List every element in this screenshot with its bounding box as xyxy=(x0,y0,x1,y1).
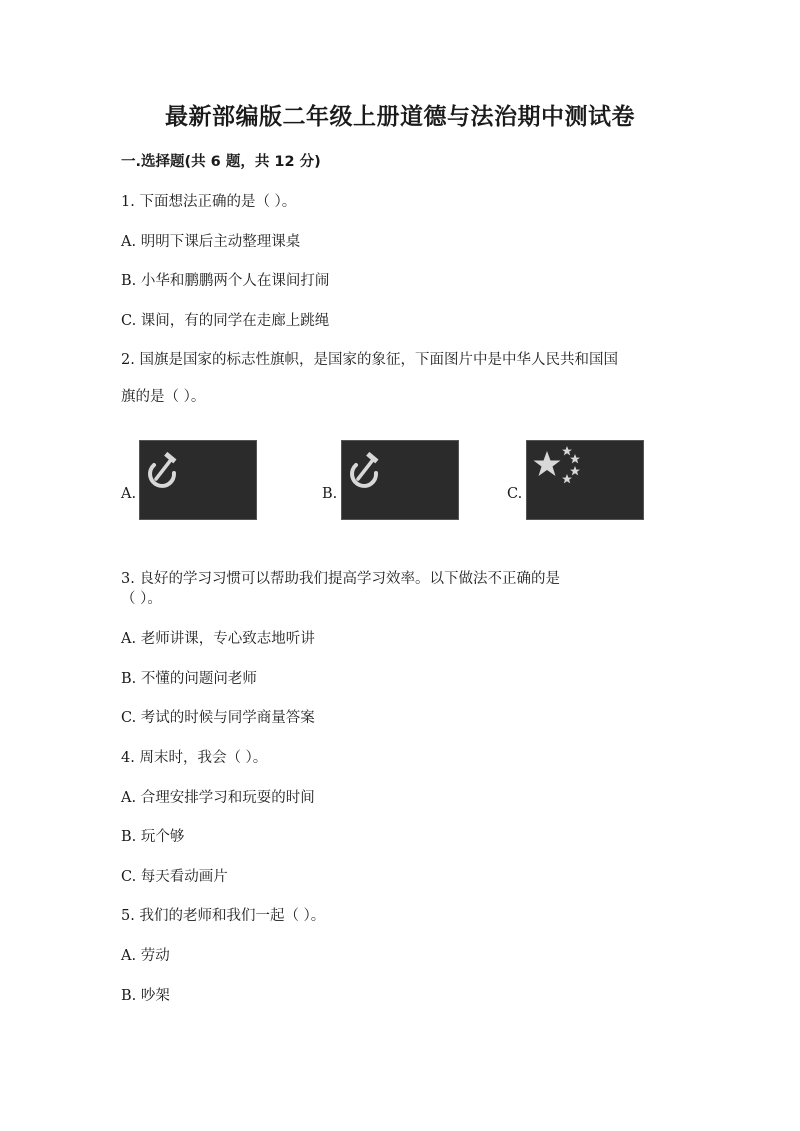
q2-stem-line1: 2. 国旗是国家的标志性旗帜，是国家的象征，下面图片中是中华人民共和国国 xyxy=(121,352,618,368)
q4-option-a: A. 合理安排学习和玩耍的时间 xyxy=(121,790,315,806)
flag-option-b-label: B. xyxy=(322,486,338,502)
q1-option-b: B. 小华和鹏鹏两个人在课间打闹 xyxy=(121,273,330,289)
q5-option-a: A. 劳动 xyxy=(121,948,170,964)
q4-stem: 4. 周末时，我会（ ）。 xyxy=(121,750,268,766)
q3-stem-line2: （ ）。 xyxy=(121,591,162,607)
q1-stem: 1. 下面想法正确的是（ ）。 xyxy=(121,194,297,210)
page-title: 最新部编版二年级上册道德与法治期中测试卷 xyxy=(165,104,635,130)
q5-option-b: B. 吵架 xyxy=(121,988,170,1004)
q5-stem: 5. 我们的老师和我们一起（ ）。 xyxy=(121,908,326,924)
flag-option-c-label: C. xyxy=(507,486,523,502)
q1-option-c: C. 课间，有的同学在走廊上跳绳 xyxy=(121,313,330,329)
q3-option-c: C. 考试的时候与同学商量答案 xyxy=(121,710,315,726)
hammer-sickle-icon xyxy=(342,441,458,519)
q3-stem-line1: 3. 良好的学习习惯可以帮助我们提高学习效率。以下做法不正确的是 xyxy=(121,571,560,587)
hammer-sickle-icon xyxy=(140,441,256,519)
q3-option-b: B. 不懂的问题问老师 xyxy=(121,671,257,687)
q3-option-a: A. 老师讲课，专心致志地听讲 xyxy=(121,631,315,647)
five-stars-icon xyxy=(527,441,643,519)
q4-option-c: C. 每天看动画片 xyxy=(121,869,228,885)
section-heading: 一.选择题(共 6 题，共 12 分) xyxy=(121,154,321,170)
q1-option-a: A. 明明下课后主动整理课桌 xyxy=(121,234,301,250)
flag-option-a-image xyxy=(139,440,257,520)
flag-option-c-image xyxy=(526,440,644,520)
flag-option-b-image xyxy=(341,440,459,520)
q2-stem-line2: 旗的是（ ）。 xyxy=(121,389,206,405)
q4-option-b: B. 玩个够 xyxy=(121,829,185,845)
flag-option-a-label: A. xyxy=(121,486,137,502)
